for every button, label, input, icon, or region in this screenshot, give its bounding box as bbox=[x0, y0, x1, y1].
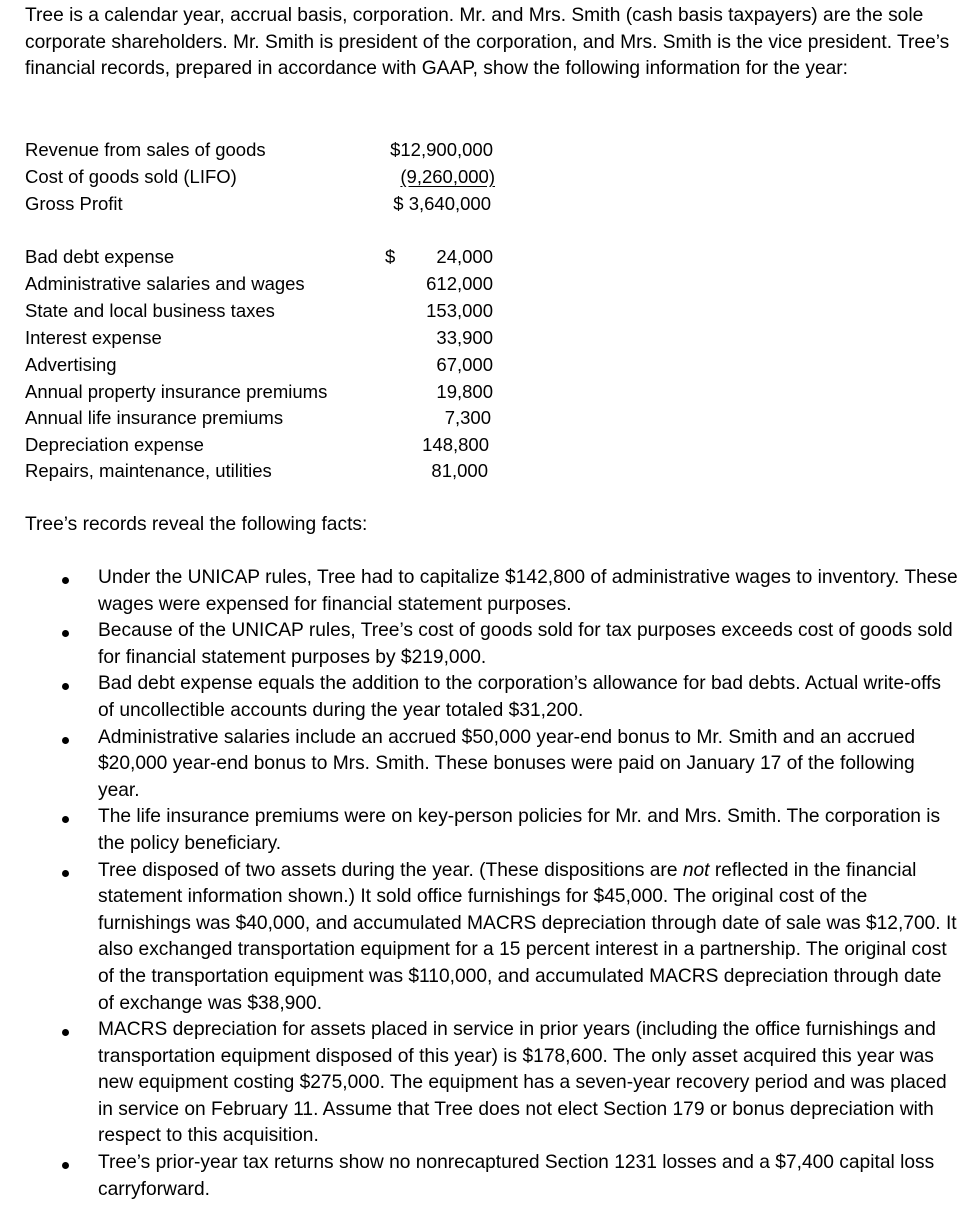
currency-symbol: $ bbox=[385, 246, 396, 267]
expense-label: State and local business taxes bbox=[25, 300, 275, 321]
expense-value: 81,000 bbox=[431, 460, 488, 481]
expense-label: Administrative salaries and wages bbox=[25, 273, 305, 294]
list-item bbox=[0, 725, 964, 805]
cogs-label: Cost of goods sold (LIFO) bbox=[25, 166, 237, 187]
expense-row bbox=[25, 271, 505, 298]
fact-text-part: reflected in the financial statement information shown.) It sold office furnishings for $45,000. The original cost of the furnishings was $40,000, and accumulated MACRS depreciation through date of sale was $12,700. It also exchanged transportation equipment for a 15 percent interest in a partnership. The original cost of the transportation equipment was $110,000, and accumulated MACRS depreciation through date of exchange was $38,900. bbox=[98, 859, 957, 1014]
list-item bbox=[0, 671, 964, 724]
expense-value: 67,000 bbox=[436, 354, 493, 375]
expense-value: 153,000 bbox=[426, 300, 493, 321]
fact-text: Bad debt expense equals the addition to the corporation’s allowance for bad debts. Actual write-offs of uncollectible accounts during the year totaled $31,200. bbox=[98, 673, 942, 721]
expense-row bbox=[25, 405, 505, 432]
gross-profit-row bbox=[25, 191, 505, 218]
fact-text: Tree’s prior-year tax returns show no nonrecaptured Section 1231 losses and a $7,400 capital loss carryforward. bbox=[98, 1152, 935, 1200]
revenue-label: Revenue from sales of goods bbox=[25, 139, 266, 160]
list-item bbox=[0, 804, 964, 857]
fact-emphasis: not bbox=[682, 859, 710, 881]
list-item bbox=[0, 858, 964, 1018]
list-item bbox=[0, 618, 964, 671]
fact-text: MACRS depreciation for assets placed in service in prior years (including the office furnishings and transportation equipment disposed of this year) is $178,600. The only asset acquired this year was new equipment costing $275,000. The equipment has a seven-year recovery period and was placed in service on February 11. Assume that Tree does not elect Section 179 or bonus depreciation with respect to this acquisition. bbox=[98, 1019, 947, 1147]
expense-row bbox=[25, 379, 505, 406]
expense-row bbox=[25, 325, 505, 352]
fact-text: The life insurance premiums were on key-person policies for Mr. and Mrs. Smith. The corporation is the policy beneficiary. bbox=[98, 806, 941, 854]
fact-text: Because of the UNICAP rules, Tree’s cost of goods sold for tax purposes exceeds cost of goods sold for financial statement purposes by $219,000. bbox=[98, 620, 953, 668]
facts-list bbox=[0, 565, 964, 1203]
expense-value: 612,000 bbox=[426, 273, 493, 294]
expense-label: Repairs, maintenance, utilities bbox=[25, 460, 272, 481]
expense-row bbox=[25, 432, 505, 459]
expense-label: Bad debt expense bbox=[25, 246, 175, 267]
expense-row bbox=[25, 298, 505, 325]
bullet-icon bbox=[62, 737, 69, 744]
expense-label: Annual property insurance premiums bbox=[25, 381, 328, 402]
expense-label: Interest expense bbox=[25, 327, 162, 348]
list-item bbox=[0, 1017, 964, 1150]
bullet-icon bbox=[62, 577, 69, 584]
gross-profit-value: $ 3,640,000 bbox=[393, 193, 491, 214]
intro-paragraph: Tree is a calendar year, accrual basis, corporation. Mr. and Mrs. Smith (cash basis taxpayers) are the sole corporate shareholders. Mr. Smith is president of the corporation, and Mrs. Smith is the vice president. Tree’s financial records, prepared in accordance with GAAP, show the following information for the year: bbox=[25, 5, 950, 79]
list-item bbox=[0, 1150, 964, 1203]
expense-value: 7,300 bbox=[444, 407, 491, 428]
fact-text: Under the UNICAP rules, Tree had to capitalize $142,800 of administrative wages to inventory. These wages were expensed for financial statement purposes. bbox=[98, 567, 958, 615]
expense-value: 33,900 bbox=[436, 327, 493, 348]
bullet-icon bbox=[62, 816, 69, 823]
bullet-icon bbox=[62, 1162, 69, 1169]
fact-text: Administrative salaries include an accrued $50,000 year-end bonus to Mr. Smith and an accrued $20,000 year-end bonus to Mrs. Smith. These bonuses were paid on January 17 of the following year. bbox=[98, 726, 915, 801]
facts-intro: Tree’s records reveal the following facts: bbox=[25, 514, 368, 535]
cogs-value: (9,260,000) bbox=[400, 166, 495, 187]
gross-profit-label: Gross Profit bbox=[25, 193, 123, 214]
expense-value: 24,000 bbox=[436, 246, 493, 267]
bullet-icon bbox=[62, 1029, 69, 1036]
expense-value: 148,800 bbox=[422, 434, 489, 455]
expense-label: Depreciation expense bbox=[25, 434, 204, 455]
cogs-row bbox=[25, 164, 505, 191]
expense-value: 19,800 bbox=[436, 381, 493, 402]
expense-row bbox=[25, 352, 505, 379]
list-item bbox=[0, 565, 964, 618]
bullet-icon bbox=[62, 870, 69, 877]
revenue-value: $12,900,000 bbox=[390, 139, 493, 160]
bullet-icon bbox=[62, 683, 69, 690]
bullet-icon bbox=[62, 630, 69, 637]
revenue-row bbox=[25, 137, 505, 164]
fact-text-part: Tree disposed of two assets during the year. (These dispositions are bbox=[98, 859, 683, 881]
expense-row bbox=[25, 458, 505, 485]
expense-label: Advertising bbox=[25, 354, 117, 375]
expense-label: Annual life insurance premiums bbox=[25, 407, 284, 428]
expense-row bbox=[25, 244, 505, 271]
